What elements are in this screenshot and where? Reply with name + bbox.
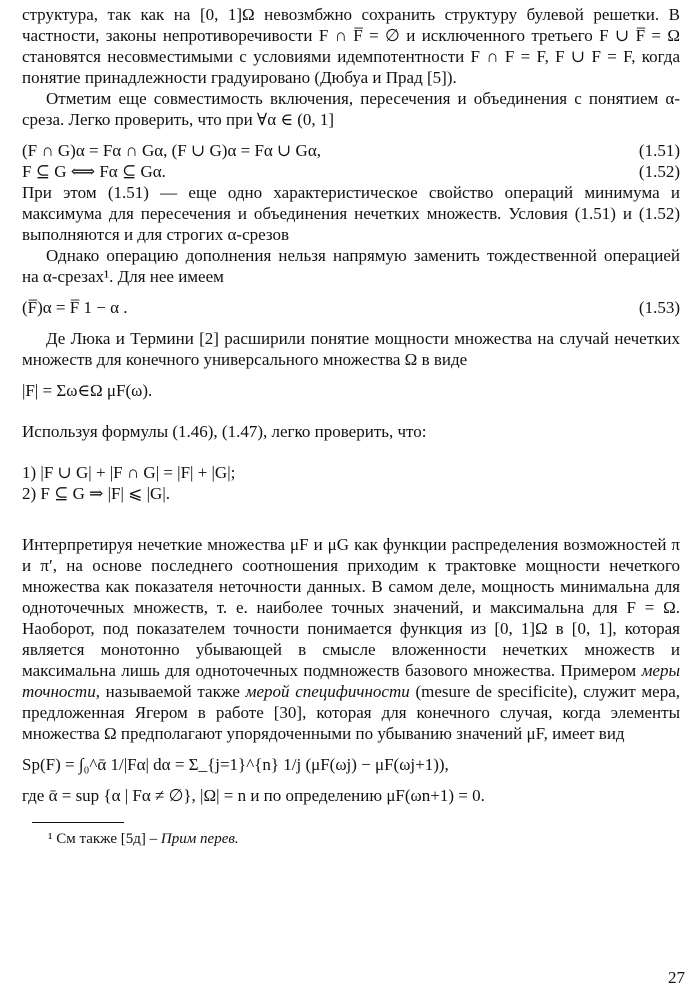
paragraph-1: структура, так как на [0, 1]Ω невозмбжно сохранить структуру булевой решетки. В частности, законы непротиворечивости F ∩ F̅ = ∅ и исключенного третьего F ∪ F̅ = Ω становятся несовместимыми с условиями идемпотентности F ∩ F = F, F ∪ F = F, когда понятие принадлежности градуировано (Дюбуа и Прад [5]).	[22, 5, 680, 87]
equation-1-52-body: F ⊆ G ⟺ Fα ⊆ Gα.	[22, 162, 166, 181]
equation-1-52-number: (1.52)	[638, 162, 680, 181]
paragraph-8: где ᾱ = sup {α | Fα ≠ ∅}, |Ω| = n и по определению μF(ωn+1) = 0.	[22, 786, 485, 805]
cardinality-definition	[22, 380, 680, 401]
page-number: 27	[668, 968, 685, 987]
footnote	[22, 829, 680, 850]
paragraph-6: Используя формулы (1.46), (1.47), легко проверить, что:	[22, 422, 427, 441]
paragraph-2: Отметим еще совместимость включения, пересечения и объединения с понятием α-среза. Легко проверить, что при ∀α ∈ (0, 1]	[22, 89, 680, 129]
term-specificity-measure: мерой специфичности	[245, 682, 410, 701]
cardinality-formula: |F| = Σω∈Ω μF(ω).	[22, 381, 153, 400]
footnote-text: ¹ См также [5д] –	[48, 831, 161, 847]
equation-1-51-number: (1.51)	[638, 141, 680, 160]
equation-1-51	[22, 140, 680, 161]
equation-specificity	[22, 754, 680, 775]
equation-1-53	[22, 297, 680, 318]
property-item-2: 2) F ⊆ G ⇒ |F| ⩽ |G|.	[22, 484, 170, 503]
term-precision-measure: меры точности	[22, 661, 680, 701]
equation-1-53-number: (1.53)	[638, 298, 680, 317]
paragraph-7-text: Интерпретируя нечеткие множества μF и μG как функции распределения возможностей π и π′, на основе последнего соотношения приходим к трактовке мощности нечеткого множества как показателя неточности данных. В самом деле, мощность минимальна для одноточечных множеств, т. е. наиболее точных значений, и максимальна для F = Ω. Наоборот, под показателем точности понимается функция из [0, 1]Ω в [0, 1], которая является монотонно убывающей в смысле вложенности нечетких множеств и максимальна лишь для одноточечных подмножеств базового множества. Примером	[22, 535, 680, 680]
paragraph-7-text-3: (mesure de specificite), служит мера, предложенная Ягером в работе [30], которая для конечного случая, когда элементы множества Ω предполагают упорядоченными по убыванию значений μF, имеет вид	[22, 682, 680, 743]
paragraph-7	[22, 534, 680, 744]
equation-1-53-body: (F̅)α = F̅ 1 − α .	[22, 298, 128, 317]
property-item-1: 1) |F ∪ G| + |F ∩ G| = |F| + |G|;	[22, 463, 236, 482]
page-body	[22, 4, 680, 850]
footnote-translator-note: Прим перев.	[160, 831, 239, 847]
footnote-divider	[32, 822, 124, 823]
specificity-formula: Sp(F) = ∫₀^ᾱ 1/|Fα| dα = Σ_{j=1}^{n} 1/j (μF(ωj) − μF(ωj+1)),	[22, 755, 449, 774]
paragraph-3: При этом (1.51) — еще одно характеристическое свойство операций минимума и максимума для пересечения и объединения нечетких множеств. Условия (1.51) и (1.52) выполняются и для строгих α-срезов	[22, 183, 680, 244]
equation-1-52	[22, 161, 680, 182]
paragraph-4: Однако операцию дополнения нельзя напрямую заменить тождественной операцией на α-срезах¹. Для нее имеем	[22, 246, 680, 286]
paragraph-7-text-2: , называемой также	[95, 682, 246, 701]
paragraph-5: Де Люка и Термини [2] расширили понятие мощности множества на случай нечетких множеств для конечного универсального множества Ω в виде	[22, 329, 680, 369]
equation-1-51-body: (F ∩ G)α = Fα ∩ Gα, (F ∪ G)α = Fα ∪ Gα,	[22, 141, 321, 160]
